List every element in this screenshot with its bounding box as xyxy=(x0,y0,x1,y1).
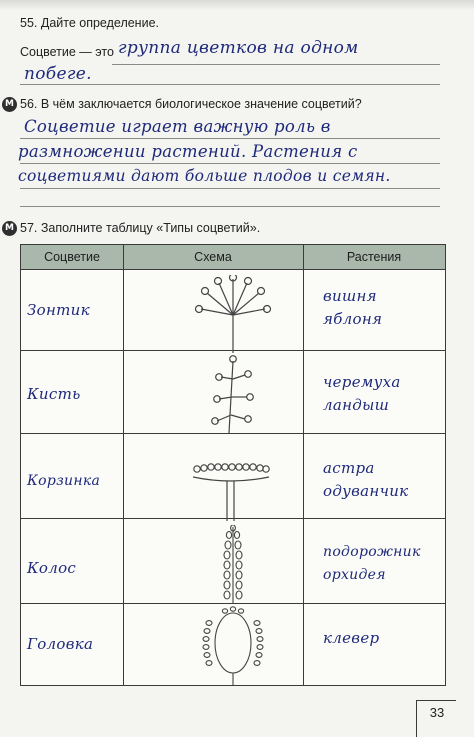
answer-rule xyxy=(20,163,440,164)
row-4-plant-1: подорожник xyxy=(323,544,421,560)
task-56-answer-line-3: соцветиями дают больше плодов и семян. xyxy=(18,167,391,185)
row-4-name: Колос xyxy=(27,559,77,577)
answer-rule xyxy=(20,188,440,189)
umbel-diagram xyxy=(171,275,291,355)
header-plants: Растения xyxy=(346,250,402,264)
row-5-plant-1: клевер xyxy=(323,629,380,647)
raceme-diagram xyxy=(171,355,291,435)
head-diagram xyxy=(171,605,291,685)
column-divider xyxy=(303,245,304,685)
method-badge-icon: M xyxy=(2,221,17,236)
table-header xyxy=(21,245,445,270)
task-56-title: 56. В чём заключается биологическое значение соцветий? xyxy=(20,97,362,111)
task-55-answer-line-2: побеге. xyxy=(24,64,92,84)
row-4-plants xyxy=(323,541,421,587)
row-1-plants xyxy=(323,285,382,331)
task-55-title-text: 55. Дайте определение. xyxy=(20,16,159,30)
answer-rule xyxy=(112,64,440,65)
capitulum-diagram xyxy=(171,445,291,525)
answer-rule xyxy=(20,138,440,139)
header-scheme: Схема xyxy=(194,250,232,264)
row-2-name: Кисть xyxy=(27,385,81,403)
column-divider xyxy=(123,245,124,685)
task-55-label: Соцветие — это xyxy=(20,45,114,59)
row-5-plants xyxy=(323,627,379,650)
row-1-name: Зонтик xyxy=(27,301,90,319)
row-1-plant-1: вишня xyxy=(323,287,377,305)
task-57-title: 57. Заполните таблицу «Типы соцветий». xyxy=(20,221,261,235)
header-inflorescence: Соцветие xyxy=(44,250,100,264)
row-2-plant-2: ландыш xyxy=(323,396,390,414)
answer-rule xyxy=(20,206,440,207)
row-2-plants xyxy=(323,371,401,417)
answer-rule xyxy=(20,84,440,85)
task-55-title xyxy=(20,16,159,30)
inflorescence-table xyxy=(20,244,446,686)
task-56-answer-line-2: размножении растений. Растения с xyxy=(18,142,358,161)
task-56-answer-line-1: Соцветие играет важную роль в xyxy=(24,117,331,136)
row-3-plant-2: одуванчик xyxy=(323,482,409,500)
spike-diagram xyxy=(171,525,291,605)
page-top-edge xyxy=(0,0,474,10)
row-5-name: Головка xyxy=(27,635,94,653)
method-badge-icon: M xyxy=(2,97,17,112)
row-1-plant-2: яблоня xyxy=(323,310,383,328)
row-3-plant-1: астра xyxy=(323,459,375,477)
task-55-answer-line-1: группа цветков на одном xyxy=(118,38,359,58)
row-4-plant-2: орхидея xyxy=(323,567,386,583)
row-3-plants xyxy=(323,457,408,503)
page-number: 33 xyxy=(429,705,445,720)
row-2-plant-1: черемуха xyxy=(323,373,401,391)
row-3-name: Корзинка xyxy=(27,473,101,489)
page-number-box xyxy=(416,700,456,737)
